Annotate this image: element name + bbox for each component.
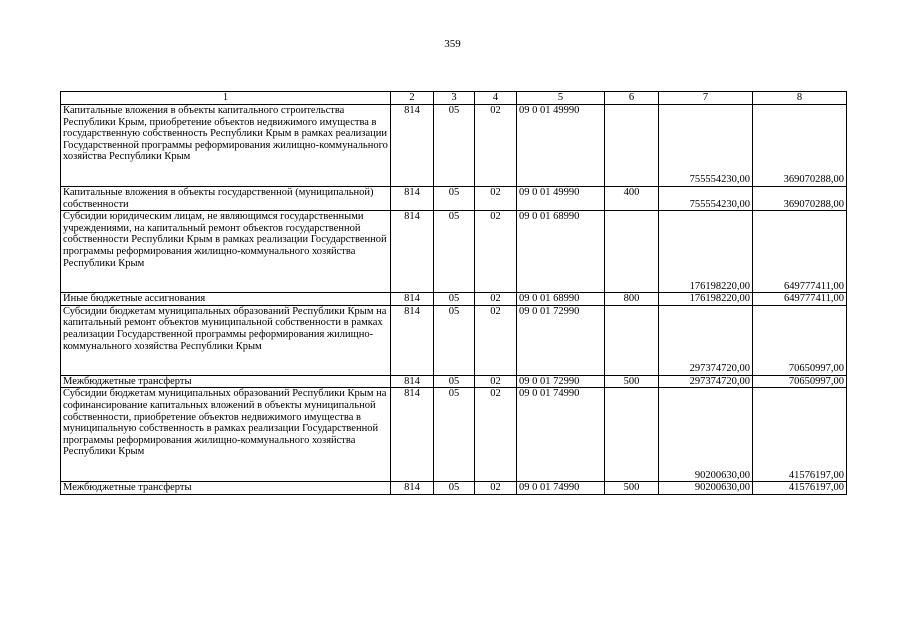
section-code-cell: 05 [434,211,475,293]
admin-code-cell: 814 [391,211,434,293]
table-row [61,375,847,388]
header-cell: 7 [659,92,753,105]
header-cell: 5 [517,92,605,105]
table-row [61,293,847,306]
target-article-cell: 09 0 01 72990 [517,375,605,388]
section-code-cell: 05 [434,105,475,187]
subsection-code-cell: 02 [475,187,517,211]
target-article-cell: 09 0 01 74990 [517,482,605,495]
target-article-cell: 09 0 01 72990 [517,305,605,375]
page-number: 359 [444,38,461,50]
amount-year1-cell: 755554230,00 [659,187,753,211]
expense-type-cell: 500 [605,375,659,388]
target-article-cell: 09 0 01 49990 [517,105,605,187]
admin-code-cell: 814 [391,482,434,495]
admin-code-cell: 814 [391,388,434,482]
amount-year2-cell: 649777411,00 [753,211,847,293]
row-name-cell: Субсидии бюджетам муниципальных образований Республики Крым на капитальный ремонт объектов муниципальной собственности в рамках реализации Государственной программы реформирования жилищно-коммунального хозяйства Республики Крым [61,305,391,375]
target-article-cell: 09 0 01 74990 [517,388,605,482]
header-cell: 1 [61,92,391,105]
amount-year2-cell: 70650997,00 [753,375,847,388]
header-cell: 6 [605,92,659,105]
table-row [61,187,847,211]
admin-code-cell: 814 [391,187,434,211]
amount-year2-cell: 41576197,00 [753,388,847,482]
amount-year1-cell: 297374720,00 [659,375,753,388]
subsection-code-cell: 02 [475,482,517,495]
expense-type-cell [605,388,659,482]
amount-year1-cell: 176198220,00 [659,211,753,293]
expense-type-cell: 800 [605,293,659,306]
subsection-code-cell: 02 [475,375,517,388]
admin-code-cell: 814 [391,305,434,375]
amount-year1-cell: 297374720,00 [659,305,753,375]
row-name-cell: Капитальные вложения в объекты капитального строительства Республики Крым, приобретение объектов недвижимого имущества в государственную собственность Республики Крым в рамках реализации Государственной программы реформирования жилищно-коммунального хозяйства Республики Крым [61,105,391,187]
row-name-cell: Межбюджетные трансферты [61,482,391,495]
expense-type-cell: 500 [605,482,659,495]
target-article-cell: 09 0 01 68990 [517,211,605,293]
section-code-cell: 05 [434,187,475,211]
target-article-cell: 09 0 01 68990 [517,293,605,306]
table-row [61,482,847,495]
budget-table [60,91,847,495]
header-row [61,92,847,105]
header-cell: 2 [391,92,434,105]
admin-code-cell: 814 [391,375,434,388]
amount-year1-cell: 755554230,00 [659,105,753,187]
admin-code-cell: 814 [391,293,434,306]
subsection-code-cell: 02 [475,388,517,482]
subsection-code-cell: 02 [475,105,517,187]
subsection-code-cell: 02 [475,293,517,306]
table-row [61,105,847,187]
table-row [61,388,847,482]
amount-year2-cell: 70650997,00 [753,305,847,375]
section-code-cell: 05 [434,375,475,388]
section-code-cell: 05 [434,388,475,482]
table-row [61,211,847,293]
subsection-code-cell: 02 [475,305,517,375]
table-row [61,305,847,375]
amount-year2-cell: 369070288,00 [753,187,847,211]
row-name-cell: Капитальные вложения в объекты государственной (муниципальной) собственности [61,187,391,211]
section-code-cell: 05 [434,482,475,495]
row-name-cell: Субсидии бюджетам муниципальных образований Республики Крым на софинансирование капитальных вложений в объекты муниципальной собственности, приобретение объектов недвижимого имущества в муниципальную собственность в рамках реализации Государственной программы реформирования жилищно-коммунального хозяйства Республики Крым [61,388,391,482]
row-name-cell: Субсидии юридическим лицам, не являющимся государственными учреждениями, на капитальный ремонт объектов государственной собственности Республики Крым в рамках реализации Государственной программы реформирования жилищно-коммунального хозяйства Республики Крым [61,211,391,293]
amount-year1-cell: 90200630,00 [659,482,753,495]
expense-type-cell [605,105,659,187]
amount-year2-cell: 41576197,00 [753,482,847,495]
row-name-cell: Межбюджетные трансферты [61,375,391,388]
subsection-code-cell: 02 [475,211,517,293]
header-cell: 4 [475,92,517,105]
section-code-cell: 05 [434,305,475,375]
expense-type-cell [605,305,659,375]
expense-type-cell: 400 [605,187,659,211]
admin-code-cell: 814 [391,105,434,187]
amount-year2-cell: 369070288,00 [753,105,847,187]
expense-type-cell [605,211,659,293]
amount-year1-cell: 176198220,00 [659,293,753,306]
header-cell: 3 [434,92,475,105]
target-article-cell: 09 0 01 49990 [517,187,605,211]
amount-year1-cell: 90200630,00 [659,388,753,482]
header-cell: 8 [753,92,847,105]
amount-year2-cell: 649777411,00 [753,293,847,306]
row-name-cell: Иные бюджетные ассигнования [61,293,391,306]
section-code-cell: 05 [434,293,475,306]
